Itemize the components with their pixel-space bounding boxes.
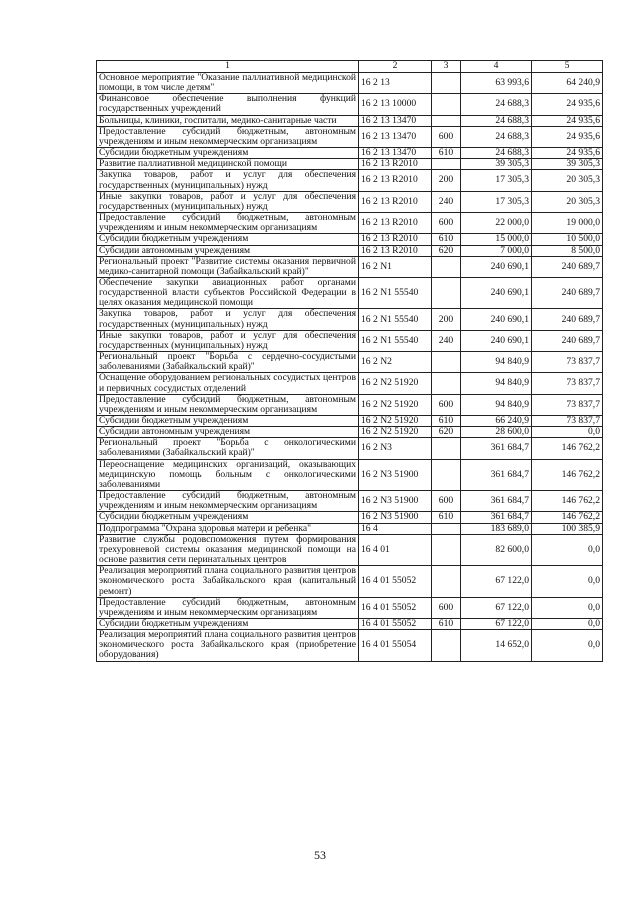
row-name-cell: Реализация мероприятий плана социального развития центров экономического роста Забайкальского края (капитальный ремонт) [97, 566, 359, 597]
row-name-cell: Региональный проект "Развитие системы оказания первичной медико-санитарной помощи (Забайкальский край)" [97, 256, 359, 277]
row-value-year2-cell: 24 935,6 [532, 115, 603, 126]
row-value-year1-cell: 15 000,0 [461, 234, 532, 245]
row-name-cell: Субсидии бюджетным учреждениям [97, 234, 359, 245]
table-row [97, 148, 603, 159]
row-expense-type-cell: 610 [432, 618, 461, 629]
row-code-cell: 16 2 N3 51900 [359, 459, 432, 490]
budget-sheet [96, 60, 602, 662]
column-header: 1 [97, 61, 359, 73]
page-number: 53 [314, 848, 326, 862]
row-expense-type-cell [432, 94, 461, 115]
row-code-cell: 16 2 13 13470 [359, 126, 432, 147]
table-row [97, 352, 603, 373]
row-code-cell: 16 2 N1 [359, 256, 432, 277]
table-row [97, 394, 603, 415]
row-name-cell: Предоставление субсидий бюджетным, автономным учреждениям и иным некоммерческим организациям [97, 394, 359, 415]
row-code-cell: 16 2 13 10000 [359, 94, 432, 115]
row-expense-type-cell [432, 277, 461, 308]
row-name-cell: Предоставление субсидий бюджетным, автономным учреждениям и иным некоммерческим организациям [97, 597, 359, 618]
row-code-cell: 16 2 13 R2010 [359, 234, 432, 245]
row-value-year1-cell: 361 684,7 [461, 491, 532, 512]
row-name-cell: Предоставление субсидий бюджетным, автономным учреждениям и иным некоммерческим организациям [97, 126, 359, 147]
row-expense-type-cell [432, 256, 461, 277]
row-value-year1-cell: 183 689,0 [461, 523, 532, 534]
row-value-year2-cell: 8 500,0 [532, 245, 603, 256]
row-name-cell: Предоставление субсидий бюджетным, автономным учреждениям и иным некоммерческим организациям [97, 491, 359, 512]
row-value-year2-cell: 146 762,2 [532, 491, 603, 512]
row-expense-type-cell: 600 [432, 394, 461, 415]
budget-table [96, 60, 603, 662]
table-row [97, 256, 603, 277]
row-value-year2-cell: 24 935,6 [532, 94, 603, 115]
row-expense-type-cell: 240 [432, 330, 461, 351]
row-expense-type-cell [432, 115, 461, 126]
column-header: 5 [532, 61, 603, 73]
row-code-cell: 16 2 N1 55540 [359, 309, 432, 330]
row-value-year2-cell: 0,0 [532, 630, 603, 661]
row-name-cell: Оснащение оборудованием региональных сосудистых центров и первичных сосудистых отделений [97, 373, 359, 394]
row-code-cell: 16 4 01 55052 [359, 566, 432, 597]
row-value-year1-cell: 67 122,0 [461, 618, 532, 629]
row-code-cell: 16 4 [359, 523, 432, 534]
row-name-cell: Основное мероприятие "Оказание паллиативной медицинской помощи, в том числе детям" [97, 73, 359, 94]
row-code-cell: 16 2 13 13470 [359, 148, 432, 159]
row-expense-type-cell: 200 [432, 309, 461, 330]
row-expense-type-cell: 240 [432, 191, 461, 212]
row-name-cell: Закупка товаров, работ и услуг для обеспечения государственных (муниципальных) нужд [97, 170, 359, 191]
row-value-year1-cell: 240 690,1 [461, 309, 532, 330]
row-value-year2-cell: 20 305,3 [532, 170, 603, 191]
row-name-cell: Субсидии автономным учреждениям [97, 427, 359, 438]
row-value-year2-cell: 240 689,7 [532, 256, 603, 277]
row-value-year1-cell: 39 305,3 [461, 159, 532, 170]
table-row [97, 566, 603, 597]
row-code-cell: 16 2 13 R2010 [359, 191, 432, 212]
row-value-year2-cell: 24 935,6 [532, 126, 603, 147]
row-name-cell: Иные закупки товаров, работ и услуг для обеспечения государственных (муниципальных) нужд [97, 191, 359, 212]
row-expense-type-cell [432, 373, 461, 394]
row-value-year2-cell: 0,0 [532, 566, 603, 597]
row-expense-type-cell [432, 352, 461, 373]
row-value-year1-cell: 67 122,0 [461, 597, 532, 618]
row-code-cell: 16 2 13 R2010 [359, 159, 432, 170]
row-name-cell: Субсидии бюджетным учреждениям [97, 618, 359, 629]
row-value-year1-cell: 24 688,3 [461, 94, 532, 115]
row-value-year2-cell: 73 837,7 [532, 394, 603, 415]
row-expense-type-cell [432, 159, 461, 170]
row-expense-type-cell [432, 459, 461, 490]
row-value-year2-cell: 10 500,0 [532, 234, 603, 245]
table-row [97, 191, 603, 212]
row-value-year1-cell: 361 684,7 [461, 438, 532, 459]
table-row [97, 491, 603, 512]
row-name-cell: Реализация мероприятий плана социального развития центров экономического роста Забайкальского края (приобретение оборудования) [97, 630, 359, 661]
row-expense-type-cell: 200 [432, 170, 461, 191]
table-body [97, 73, 603, 662]
row-expense-type-cell: 600 [432, 126, 461, 147]
row-value-year2-cell: 19 000,0 [532, 213, 603, 234]
row-value-year1-cell: 240 690,1 [461, 330, 532, 351]
row-name-cell: Субсидии бюджетным учреждениям [97, 416, 359, 427]
table-row [97, 234, 603, 245]
row-value-year1-cell: 28 600,0 [461, 427, 532, 438]
row-name-cell: Предоставление субсидий бюджетным, автономным учреждениям и иным некоммерческим организациям [97, 213, 359, 234]
row-expense-type-cell [432, 73, 461, 94]
row-value-year2-cell: 0,0 [532, 597, 603, 618]
table-row [97, 126, 603, 147]
row-expense-type-cell: 600 [432, 213, 461, 234]
row-code-cell: 16 2 13 R2010 [359, 245, 432, 256]
table-row [97, 73, 603, 94]
row-code-cell: 16 2 N2 51920 [359, 416, 432, 427]
row-expense-type-cell: 600 [432, 491, 461, 512]
table-row [97, 170, 603, 191]
table-row [97, 512, 603, 523]
row-code-cell: 16 2 N1 55540 [359, 330, 432, 351]
row-value-year1-cell: 66 240,9 [461, 416, 532, 427]
column-header: 4 [461, 61, 532, 73]
row-expense-type-cell: 610 [432, 148, 461, 159]
row-name-cell: Иные закупки товаров, работ и услуг для обеспечения государственных (муниципальных) нужд [97, 330, 359, 351]
table-row [97, 427, 603, 438]
row-value-year1-cell: 24 688,3 [461, 115, 532, 126]
row-name-cell: Региональный проект "Борьба с сердечно-сосудистыми заболеваниями (Забайкальский край)" [97, 352, 359, 373]
row-value-year2-cell: 0,0 [532, 427, 603, 438]
row-value-year2-cell: 240 689,7 [532, 330, 603, 351]
row-code-cell: 16 2 N3 51900 [359, 512, 432, 523]
row-value-year2-cell: 146 762,2 [532, 438, 603, 459]
row-value-year1-cell: 361 684,7 [461, 459, 532, 490]
table-row [97, 373, 603, 394]
row-code-cell: 16 2 N2 51920 [359, 373, 432, 394]
row-value-year1-cell: 7 000,0 [461, 245, 532, 256]
row-code-cell: 16 2 13 R2010 [359, 170, 432, 191]
table-row [97, 416, 603, 427]
row-expense-type-cell [432, 534, 461, 565]
table-row [97, 309, 603, 330]
row-expense-type-cell: 610 [432, 234, 461, 245]
table-row [97, 534, 603, 565]
row-value-year1-cell: 17 305,3 [461, 191, 532, 212]
table-row [97, 618, 603, 629]
row-value-year2-cell: 24 935,6 [532, 148, 603, 159]
row-expense-type-cell: 610 [432, 512, 461, 523]
table-row [97, 523, 603, 534]
row-name-cell: Больницы, клиники, госпитали, медико-санитарные части [97, 115, 359, 126]
row-value-year1-cell: 94 840,9 [461, 352, 532, 373]
row-value-year1-cell: 17 305,3 [461, 170, 532, 191]
row-name-cell: Субсидии автономным учреждениям [97, 245, 359, 256]
row-code-cell: 16 2 N3 [359, 438, 432, 459]
row-name-cell: Субсидии бюджетным учреждениям [97, 512, 359, 523]
row-value-year2-cell: 20 305,3 [532, 191, 603, 212]
table-row [97, 213, 603, 234]
column-number-row [97, 61, 603, 73]
row-code-cell: 16 2 13 [359, 73, 432, 94]
row-value-year1-cell: 63 993,6 [461, 73, 532, 94]
row-name-cell: Субсидии бюджетным учреждениям [97, 148, 359, 159]
row-name-cell: Региональный проект "Борьба с онкологическими заболеваниями (Забайкальский край)" [97, 438, 359, 459]
row-code-cell: 16 2 N2 [359, 352, 432, 373]
row-code-cell: 16 2 N2 51920 [359, 427, 432, 438]
row-code-cell: 16 2 13 13470 [359, 115, 432, 126]
table-row [97, 94, 603, 115]
row-code-cell: 16 4 01 55052 [359, 597, 432, 618]
row-value-year1-cell: 24 688,3 [461, 148, 532, 159]
row-value-year2-cell: 73 837,7 [532, 352, 603, 373]
table-row [97, 245, 603, 256]
row-code-cell: 16 2 N1 55540 [359, 277, 432, 308]
column-header: 3 [432, 61, 461, 73]
row-value-year2-cell: 0,0 [532, 618, 603, 629]
row-code-cell: 16 2 13 R2010 [359, 213, 432, 234]
row-value-year2-cell: 100 385,9 [532, 523, 603, 534]
row-value-year1-cell: 361 684,7 [461, 512, 532, 523]
row-value-year2-cell: 0,0 [532, 534, 603, 565]
table-row [97, 438, 603, 459]
row-code-cell: 16 2 N2 51920 [359, 394, 432, 415]
row-code-cell: 16 2 N3 51900 [359, 491, 432, 512]
row-value-year1-cell: 94 840,9 [461, 394, 532, 415]
row-value-year2-cell: 146 762,2 [532, 459, 603, 490]
row-expense-type-cell: 610 [432, 416, 461, 427]
row-value-year2-cell: 146 762,2 [532, 512, 603, 523]
table-row [97, 277, 603, 308]
row-name-cell: Подпрограмма "Охрана здоровья матери и ребенка" [97, 523, 359, 534]
row-name-cell: Финансовое обеспечение выполнения функций государственных учреждений [97, 94, 359, 115]
row-expense-type-cell: 620 [432, 427, 461, 438]
row-value-year2-cell: 73 837,7 [532, 416, 603, 427]
row-code-cell: 16 4 01 [359, 534, 432, 565]
row-expense-type-cell: 600 [432, 597, 461, 618]
table-row [97, 459, 603, 490]
row-value-year1-cell: 22 000,0 [461, 213, 532, 234]
row-value-year2-cell: 39 305,3 [532, 159, 603, 170]
row-name-cell: Развитие паллиативной медицинской помощи [97, 159, 359, 170]
row-code-cell: 16 4 01 55054 [359, 630, 432, 661]
row-value-year2-cell: 240 689,7 [532, 309, 603, 330]
table-row [97, 630, 603, 661]
row-name-cell: Развитие службы родовспоможения путем формирования трехуровневой системы оказания медицинской помощи на основе развития сети перинатальных центров [97, 534, 359, 565]
row-value-year1-cell: 67 122,0 [461, 566, 532, 597]
table-row [97, 159, 603, 170]
table-row [97, 330, 603, 351]
row-value-year1-cell: 82 600,0 [461, 534, 532, 565]
row-value-year1-cell: 94 840,9 [461, 373, 532, 394]
row-value-year2-cell: 73 837,7 [532, 373, 603, 394]
row-name-cell: Переоснащение медицинских организаций, оказывающих медицинскую помощь больным с онкологическими заболеваниями [97, 459, 359, 490]
row-value-year1-cell: 14 652,0 [461, 630, 532, 661]
row-value-year1-cell: 240 690,1 [461, 256, 532, 277]
table-row [97, 597, 603, 618]
row-expense-type-cell [432, 438, 461, 459]
row-expense-type-cell: 620 [432, 245, 461, 256]
row-name-cell: Закупка товаров, работ и услуг для обеспечения государственных (муниципальных) нужд [97, 309, 359, 330]
row-code-cell: 16 4 01 55052 [359, 618, 432, 629]
row-value-year2-cell: 240 689,7 [532, 277, 603, 308]
row-name-cell: Обеспечение закупки авиационных работ органами государственной власти субъектов Российской Федерации в целях оказания медицинской помощи [97, 277, 359, 308]
row-expense-type-cell [432, 630, 461, 661]
row-value-year1-cell: 240 690,1 [461, 277, 532, 308]
row-expense-type-cell [432, 566, 461, 597]
row-expense-type-cell [432, 523, 461, 534]
table-row [97, 115, 603, 126]
row-value-year2-cell: 64 240,9 [532, 73, 603, 94]
column-header: 2 [359, 61, 432, 73]
row-value-year1-cell: 24 688,3 [461, 126, 532, 147]
